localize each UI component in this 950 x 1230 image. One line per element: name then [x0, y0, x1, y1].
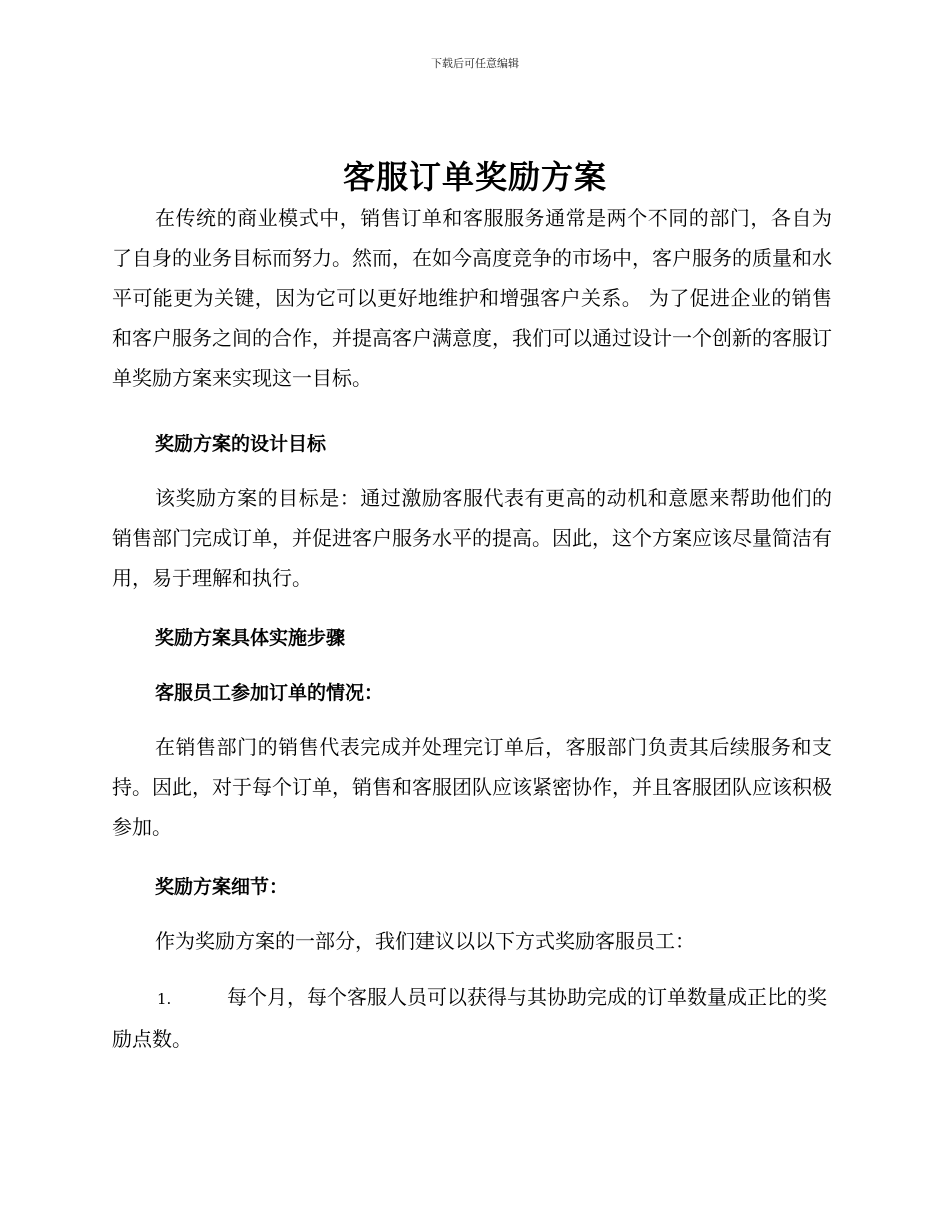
participation-paragraph: 在销售部门的销售代表完成并处理完订单后，客服部门负责其后续服务和支持。因此，对于每个订单，销售和客服团队应该紧密协作，并且客服团队应该积极参加。: [112, 735, 832, 839]
section-heading-steps: 奖励方案具体实施步骤: [155, 627, 346, 649]
section-heading-participation: 客服员工参加订单的情况：: [155, 682, 384, 704]
list-item-text: 每个月，每个客服人员可以获得与其协助完成的订单数量成正比的奖励点数。: [112, 985, 827, 1051]
document-title: 客服订单奖励方案: [342, 158, 607, 196]
section-heading-details: 奖励方案细节：: [155, 876, 289, 898]
section-heading-goals: 奖励方案的设计目标: [155, 433, 327, 455]
intro-paragraph: 在传统的商业模式中，销售订单和客服服务通常是两个不同的部门，各自为了自身的业务目标而努力。然而，在如今高度竞争的市场中，客户服务的质量和水平可能更为关键，因为它可以更好地维护和增强客户关系。 为了促进企业的销售和客户服务之间的合作，并提高客户满意度，我们可以通过设计一个创新的客服订单奖励方案来实现这一目标。: [112, 206, 832, 390]
list-item-number: 1.: [157, 990, 172, 1008]
list-item: [112, 977, 832, 1059]
header-note: 下载后可任意编辑: [431, 57, 519, 70]
goals-paragraph: 该奖励方案的目标是：通过激励客服代表有更高的动机和意愿来帮助他们的销售部门完成订单，并促进客户服务水平的提高。因此，这个方案应该尽量简洁有用，易于理解和执行。: [112, 486, 832, 590]
details-paragraph: 作为奖励方案的一部分，我们建议以以下方式奖励客服员工：: [155, 929, 695, 953]
